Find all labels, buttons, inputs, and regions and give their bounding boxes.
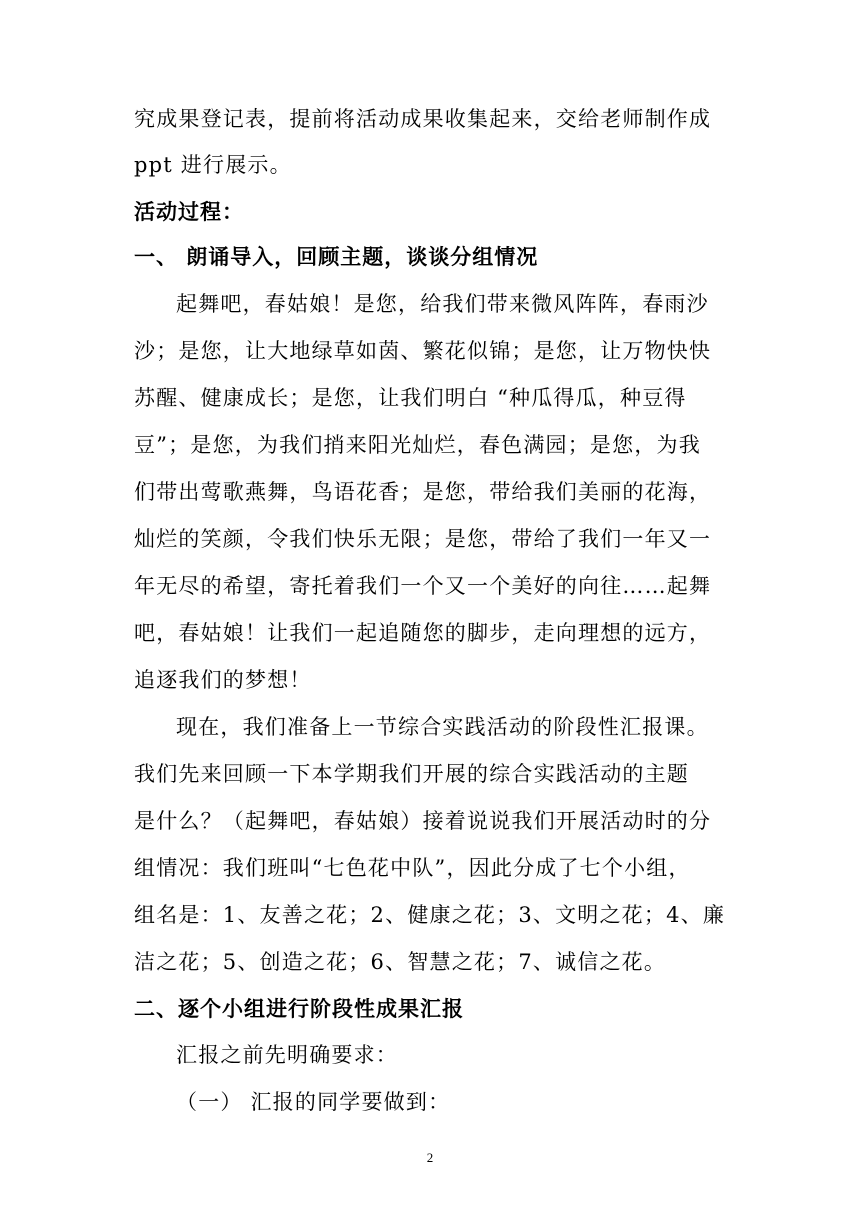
paragraph-line: 灿烂的笑颜，令我们快乐无限；是您，带给了我们一年又一: [134, 527, 712, 551]
section-heading: 一、 朗诵导入，回顾主题，谈谈分组情况: [134, 245, 539, 269]
paragraph-line: 汇报之前先明确要求：: [176, 1043, 398, 1067]
paragraph-line: 追逐我们的梦想！: [134, 668, 312, 692]
paragraph-line: 究成果登记表，提前将活动成果收集起来，交给老师制作成: [134, 107, 712, 131]
paragraph-line: 们带出莺歌燕舞，鸟语花香；是您，带给我们美丽的花海，: [134, 480, 712, 504]
paragraph-line: 豆”；是您，为我们捎来阳光灿烂，春色满园；是您，为我: [134, 433, 701, 457]
paragraph-line: 现在，我们准备上一节综合实践活动的阶段性汇报课。: [176, 715, 709, 739]
paragraph-line: 是什么？（起舞吧，春姑娘）接着说说我们开展活动时的分: [134, 809, 712, 833]
paragraph-line: 组名是：1、友善之花；2、健康之花；3、文明之花；4、廉: [134, 903, 726, 927]
paragraph-line: （一） 汇报的同学要做到：: [176, 1090, 451, 1114]
paragraph-line: 吧，春姑娘！让我们一起追随您的脚步，走向理想的远方，: [134, 621, 712, 645]
section-heading: 活动过程：: [134, 200, 244, 224]
paragraph-line: 沙；是您，让大地绿草如茵、繁花似锦；是您，让万物快快: [134, 339, 712, 363]
section-heading: 二、逐个小组进行阶段性成果汇报: [134, 997, 464, 1021]
paragraph-line: 苏醒、健康成长；是您，让我们明白 “种瓜得瓜，种豆得: [134, 386, 687, 410]
paragraph-line: 起舞吧，春姑娘！是您，给我们带来微风阵阵，春雨沙: [176, 292, 709, 316]
paragraph-line: 我们先来回顾一下本学期我们开展的综合实践活动的主题: [134, 762, 689, 786]
paragraph-line: 洁之花；5、创造之花；6、智慧之花；7、诚信之花。: [134, 950, 667, 974]
page-number: 2: [426, 1150, 434, 1165]
paragraph-line: 组情况：我们班叫“七色花中队”，因此分成了七个小组，: [134, 856, 691, 880]
paragraph-line: ppt 进行展示。: [134, 153, 292, 177]
paragraph-line: 年无尽的希望，寄托着我们一个又一个美好的向往……起舞: [134, 574, 712, 598]
